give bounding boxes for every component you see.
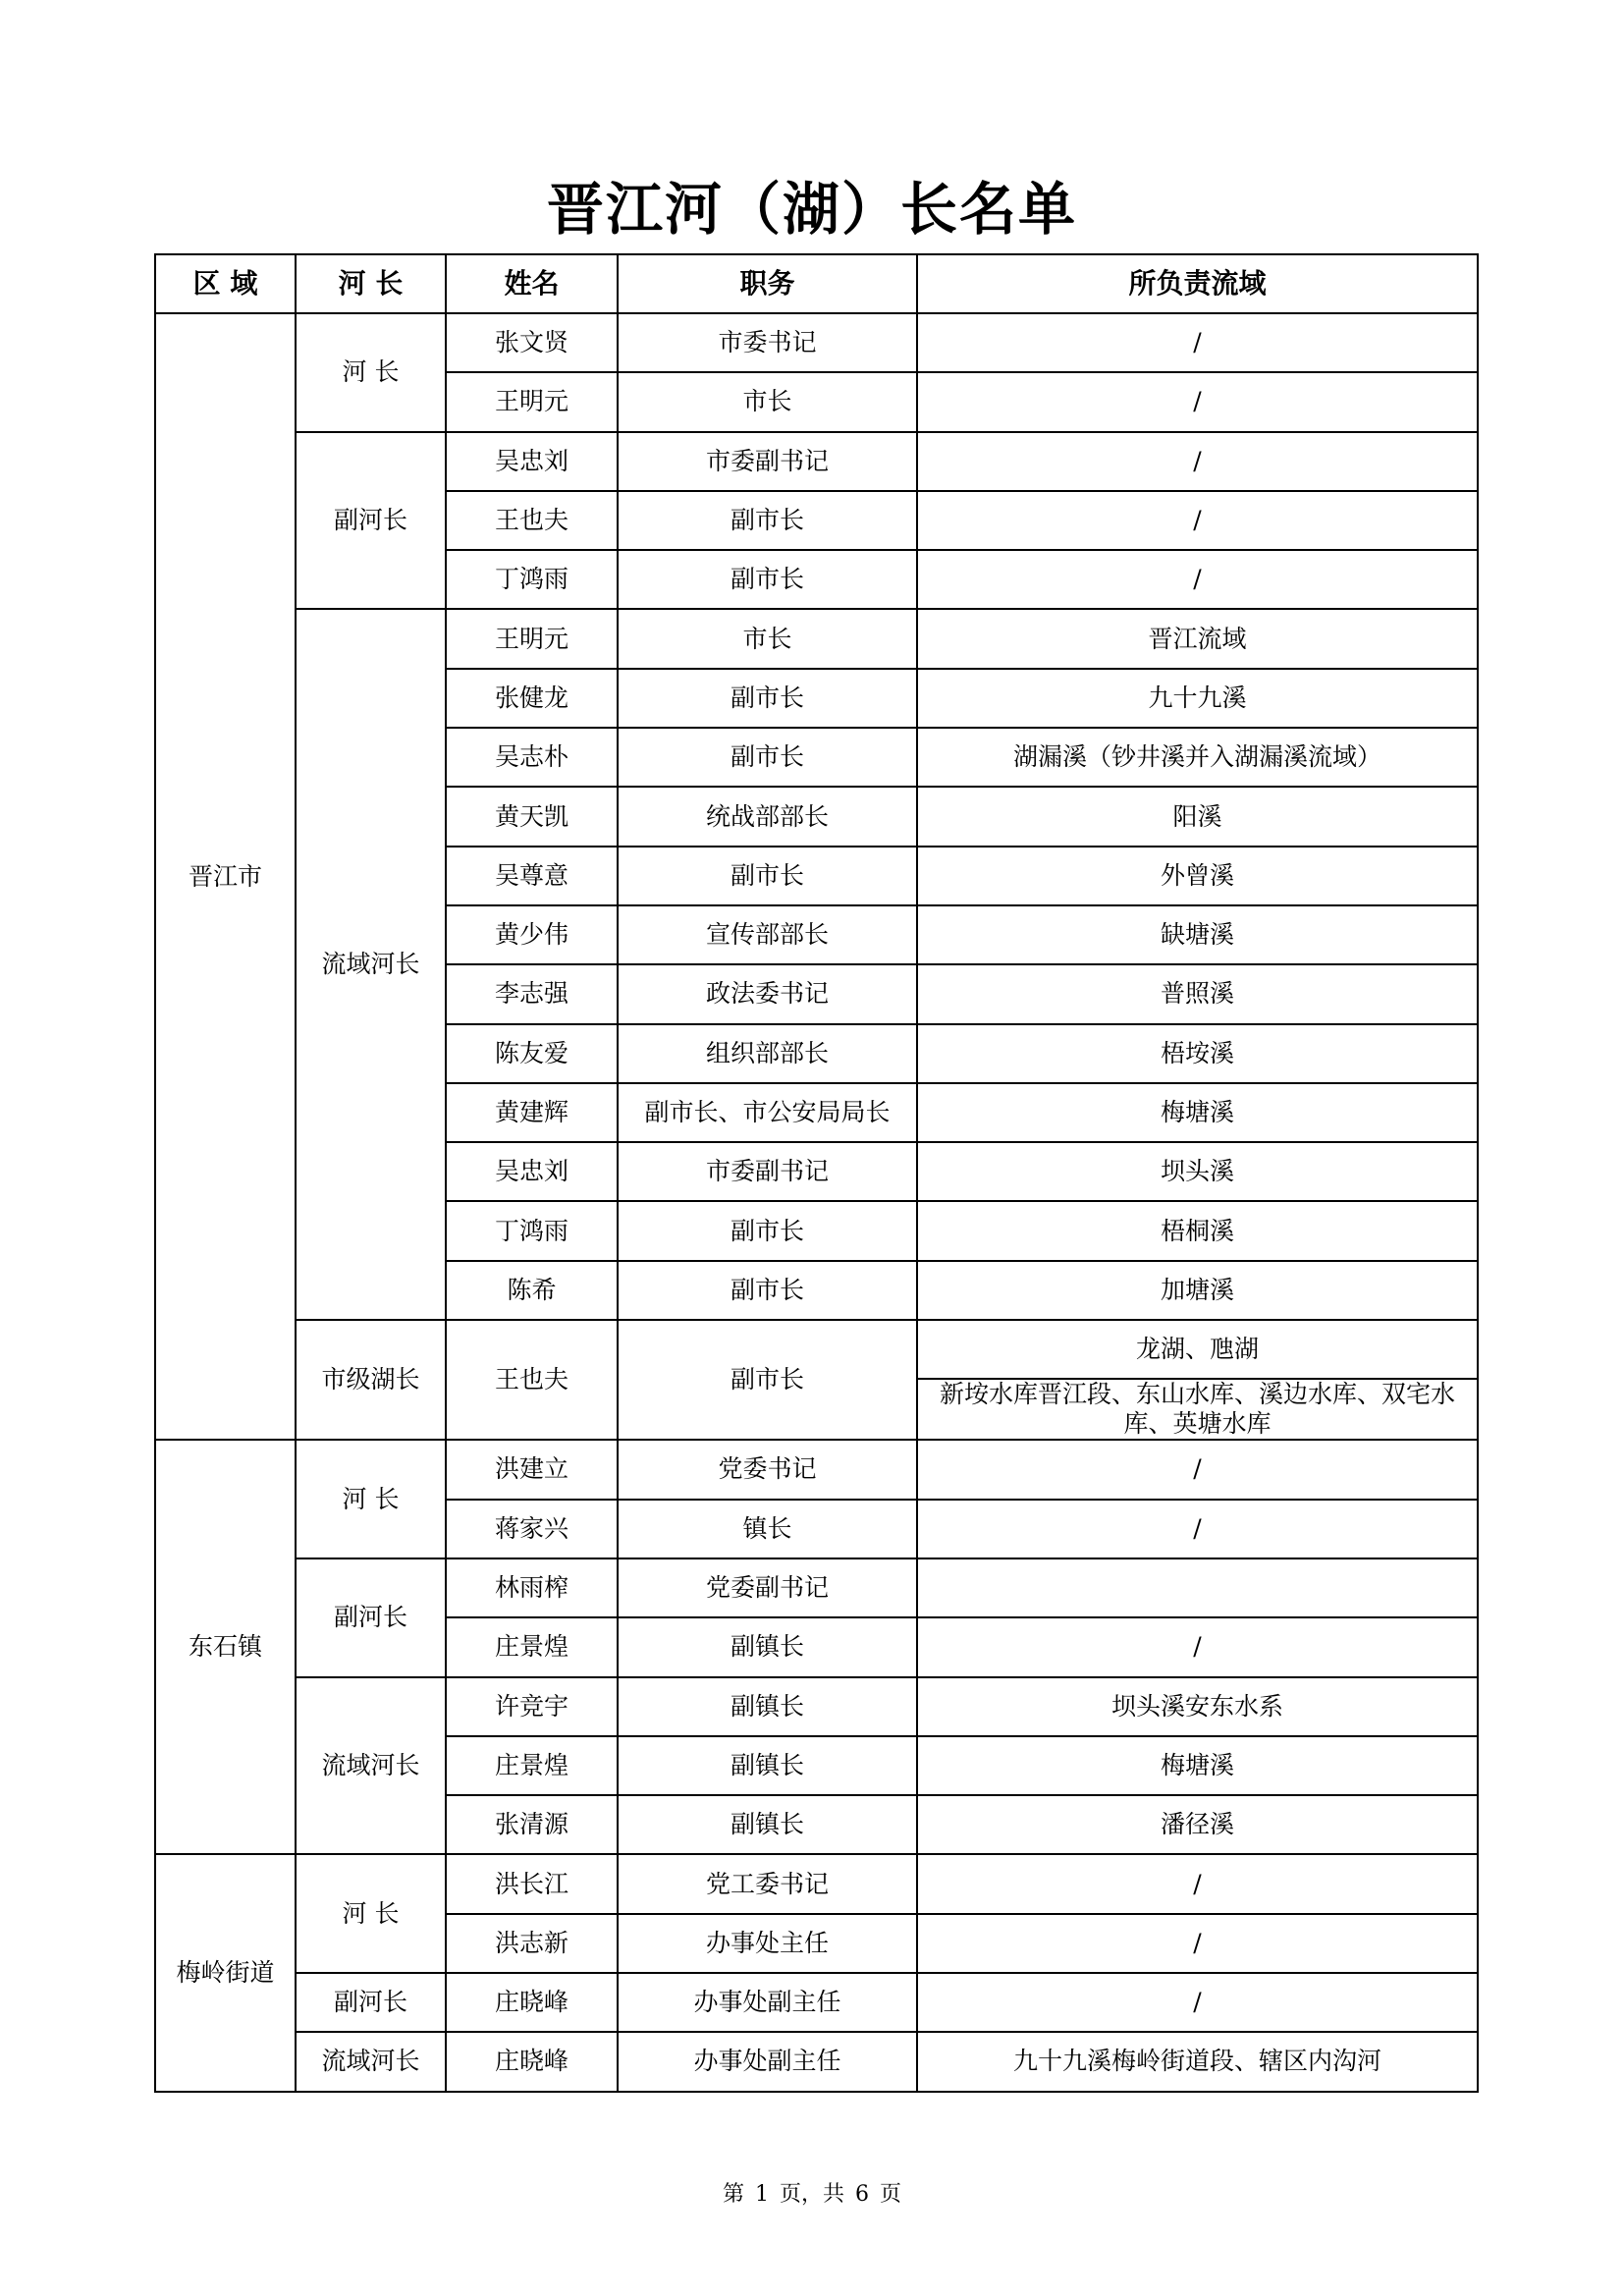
position-cell: 副市长 [618, 1320, 917, 1440]
header-region: 区 域 [155, 254, 296, 313]
position-cell: 副市长 [618, 669, 917, 728]
table-body [155, 313, 1478, 2092]
basin-cell: 缺塘溪 [917, 905, 1478, 964]
page-footer [0, 2180, 1624, 2210]
basin-cell: / [917, 432, 1478, 491]
position-cell: 副镇长 [618, 1795, 917, 1854]
role-cell: 流域河长 [296, 2032, 446, 2091]
role-cell: 副河长 [296, 1558, 446, 1677]
position-cell: 副市长 [618, 491, 917, 550]
basin-cell: 龙湖、虺湖 [917, 1320, 1478, 1379]
table-row [155, 609, 1478, 668]
basin-cell: 坝头溪安东水系 [917, 1677, 1478, 1736]
role-cell: 副河长 [296, 1973, 446, 2032]
footer-total-pages: 6 [855, 2182, 869, 2207]
position-cell: 副市长 [618, 847, 917, 905]
basin-cell: / [917, 1914, 1478, 1973]
name-cell: 丁鸿雨 [446, 550, 618, 609]
position-cell: 副市长 [618, 1201, 917, 1260]
name-cell: 王也夫 [446, 1320, 618, 1440]
basin-cell: 加塘溪 [917, 1261, 1478, 1320]
name-cell: 吴忠刘 [446, 1142, 618, 1201]
region-cell: 晋江市 [155, 313, 296, 1440]
name-cell: 王明元 [446, 372, 618, 431]
table-row [155, 1677, 1478, 1736]
name-cell: 黄少伟 [446, 905, 618, 964]
position-cell: 组织部部长 [618, 1024, 917, 1083]
table-row [155, 1558, 1478, 1617]
basin-cell: 梧垵溪 [917, 1024, 1478, 1083]
position-cell: 副市长 [618, 728, 917, 787]
name-cell: 吴尊意 [446, 847, 618, 905]
header-position: 职务 [618, 254, 917, 313]
footer-mid: 页，共 [779, 2182, 844, 2207]
name-cell: 陈希 [446, 1261, 618, 1320]
name-cell: 庄景煌 [446, 1617, 618, 1676]
position-cell: 市长 [618, 372, 917, 431]
name-cell: 林雨榨 [446, 1558, 618, 1617]
basin-cell: / [917, 1973, 1478, 2032]
basin-cell: 梅塘溪 [917, 1083, 1478, 1142]
basin-cell: / [917, 1440, 1478, 1499]
position-cell: 副镇长 [618, 1617, 917, 1676]
header-role: 河 长 [296, 254, 446, 313]
position-cell: 政法委书记 [618, 964, 917, 1023]
position-cell: 市委书记 [618, 313, 917, 372]
basin-cell: 新垵水库晋江段、东山水库、溪边水库、双宅水库、英塘水库 [917, 1379, 1478, 1440]
basin-cell [917, 1558, 1478, 1617]
table-row [155, 1973, 1478, 2032]
position-cell: 市委副书记 [618, 1142, 917, 1201]
table-row [155, 313, 1478, 372]
river-chief-table [154, 253, 1479, 2093]
header-name: 姓名 [446, 254, 618, 313]
role-cell: 副河长 [296, 432, 446, 610]
role-cell: 市级湖长 [296, 1320, 446, 1440]
name-cell: 丁鸿雨 [446, 1201, 618, 1260]
name-cell: 王明元 [446, 609, 618, 668]
position-cell: 镇长 [618, 1500, 917, 1558]
position-cell: 办事处副主任 [618, 1973, 917, 2032]
table-header [155, 254, 1478, 313]
page-title: 晋江河（湖）长名单 [546, 176, 1077, 243]
basin-cell: 坝头溪 [917, 1142, 1478, 1201]
basin-cell: / [917, 550, 1478, 609]
name-cell: 庄景煌 [446, 1736, 618, 1795]
role-cell: 河 长 [296, 313, 446, 432]
basin-cell: / [917, 491, 1478, 550]
basin-cell: / [917, 372, 1478, 431]
name-cell: 庄晓峰 [446, 2032, 618, 2091]
role-cell: 流域河长 [296, 1677, 446, 1855]
footer-page-number: 1 [754, 2182, 769, 2207]
role-cell: 河 长 [296, 1854, 446, 1973]
basin-cell: / [917, 1500, 1478, 1558]
basin-cell: 晋江流域 [917, 609, 1478, 668]
position-cell: 副市长 [618, 550, 917, 609]
name-cell: 陈友爱 [446, 1024, 618, 1083]
name-cell: 黄建辉 [446, 1083, 618, 1142]
position-cell: 副镇长 [618, 1736, 917, 1795]
footer-suffix: 页 [880, 2182, 902, 2207]
basin-cell: / [917, 313, 1478, 372]
table-row [155, 2032, 1478, 2091]
name-cell: 许竞宇 [446, 1677, 618, 1736]
basin-cell: / [917, 1854, 1478, 1913]
name-cell: 张文贤 [446, 313, 618, 372]
position-cell: 办事处主任 [618, 1914, 917, 1973]
position-cell: 党委副书记 [618, 1558, 917, 1617]
basin-cell: 九十九溪梅岭街道段、辖区内沟河 [917, 2032, 1478, 2091]
table-row [155, 1854, 1478, 1913]
table-row [155, 1320, 1478, 1379]
position-cell: 宣传部部长 [618, 905, 917, 964]
basin-cell: / [917, 1617, 1478, 1676]
name-cell: 蒋家兴 [446, 1500, 618, 1558]
basin-cell: 梅塘溪 [917, 1736, 1478, 1795]
name-cell: 庄晓峰 [446, 1973, 618, 2032]
header-row [155, 254, 1478, 313]
position-cell: 副镇长 [618, 1677, 917, 1736]
position-cell: 办事处副主任 [618, 2032, 917, 2091]
basin-cell: 潘径溪 [917, 1795, 1478, 1854]
name-cell: 洪建立 [446, 1440, 618, 1499]
position-cell: 副市长 [618, 1261, 917, 1320]
name-cell: 洪长江 [446, 1854, 618, 1913]
header-basin: 所负责流域 [917, 254, 1478, 313]
name-cell: 张清源 [446, 1795, 618, 1854]
position-cell: 市委副书记 [618, 432, 917, 491]
table-row [155, 1440, 1478, 1499]
table-row [155, 432, 1478, 491]
footer-prefix: 第 [722, 2182, 744, 2207]
position-cell: 市长 [618, 609, 917, 668]
position-cell: 副市长、市公安局局长 [618, 1083, 917, 1142]
basin-cell: 普照溪 [917, 964, 1478, 1023]
region-cell: 东石镇 [155, 1440, 296, 1854]
basin-cell: 湖漏溪（钞井溪并入湖漏溪流域） [917, 728, 1478, 787]
position-cell: 统战部部长 [618, 787, 917, 846]
name-cell: 黄天凯 [446, 787, 618, 846]
role-cell: 流域河长 [296, 609, 446, 1320]
basin-cell: 梧桐溪 [917, 1201, 1478, 1260]
name-cell: 李志强 [446, 964, 618, 1023]
basin-cell: 阳溪 [917, 787, 1478, 846]
position-cell: 党委书记 [618, 1440, 917, 1499]
name-cell: 洪志新 [446, 1914, 618, 1973]
name-cell: 王也夫 [446, 491, 618, 550]
name-cell: 吴忠刘 [446, 432, 618, 491]
name-cell: 吴志朴 [446, 728, 618, 787]
basin-cell: 九十九溪 [917, 669, 1478, 728]
position-cell: 党工委书记 [618, 1854, 917, 1913]
basin-cell: 外曾溪 [917, 847, 1478, 905]
region-cell: 梅岭街道 [155, 1854, 296, 2091]
name-cell: 张健龙 [446, 669, 618, 728]
role-cell: 河 长 [296, 1440, 446, 1558]
